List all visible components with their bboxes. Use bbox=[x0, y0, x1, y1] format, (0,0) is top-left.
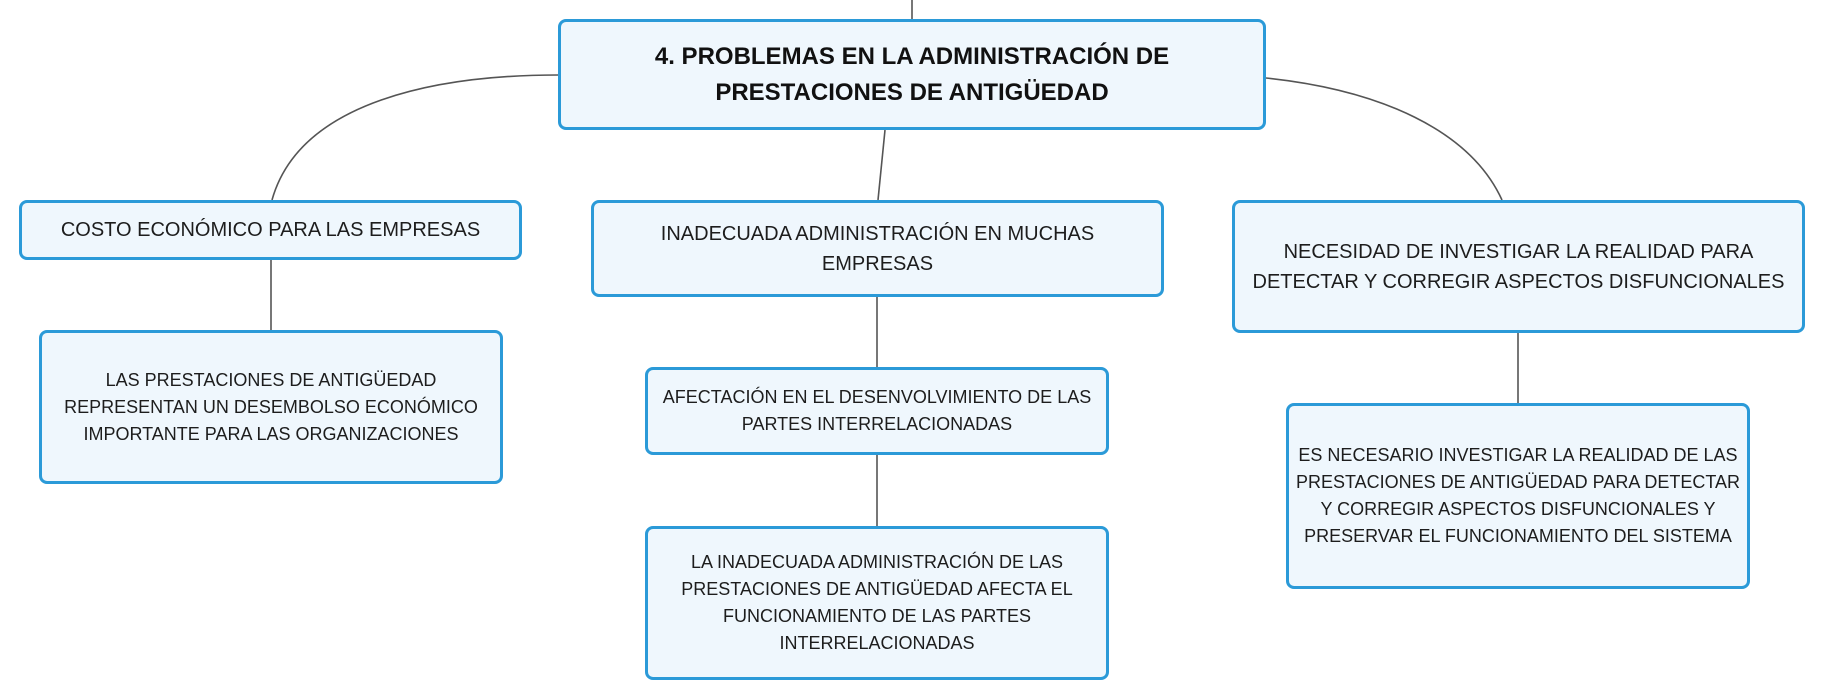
subtopic-desembolso-economico-label: LAS PRESTACIONES DE ANTIGÜEDAD REPRESENTAN UN DESEMBOLSO ECONÓMICO IMPORTANTE PARA LAS ORGANIZACIONES bbox=[64, 369, 478, 444]
subtopic-desembolso-economico[interactable] bbox=[39, 330, 503, 484]
subtopic-investigar-realidad[interactable] bbox=[1286, 403, 1750, 589]
branch-necesidad-investigar-label: NECESIDAD DE INVESTIGAR LA REALIDAD PARA DETECTAR Y CORREGIR ASPECTOS DISFUNCIONALES bbox=[1252, 240, 1785, 293]
connector-root-to-branch-3 bbox=[1266, 78, 1502, 200]
subtopic-afecta-funcionamiento-label: LA INADECUADA ADMINISTRACIÓN DE LAS PRESTACIONES DE ANTIGÜEDAD AFECTA EL FUNCIONAMIENTO DE LAS PARTES INTERRELACIONADAS bbox=[681, 552, 1073, 653]
root-topic[interactable] bbox=[558, 19, 1266, 130]
subtopic-afectacion-desenvolvimiento-label: AFECTACIÓN EN EL DESENVOLVIMIENTO DE LAS PARTES INTERRELACIONADAS bbox=[662, 387, 1092, 434]
connector-root-to-branch-1 bbox=[272, 75, 558, 200]
branch-costo-economico[interactable] bbox=[19, 200, 522, 260]
branch-necesidad-investigar[interactable] bbox=[1232, 200, 1805, 333]
subtopic-afectacion-desenvolvimiento[interactable] bbox=[645, 367, 1109, 455]
branch-costo-economico-label: COSTO ECONÓMICO PARA LAS EMPRESAS bbox=[60, 219, 481, 241]
subtopic-afecta-funcionamiento[interactable] bbox=[645, 526, 1109, 680]
branch-inadecuada-administracion[interactable] bbox=[591, 200, 1164, 297]
root-topic-label: 4. PROBLEMAS EN LA ADMINISTRACIÓN DE PRESTACIONES DE ANTIGÜEDAD bbox=[654, 42, 1170, 106]
branch-inadecuada-administracion-label: INADECUADA ADMINISTRACIÓN EN MUCHAS EMPRESAS bbox=[660, 222, 1095, 275]
subtopic-investigar-realidad-label: ES NECESARIO INVESTIGAR LA REALIDAD DE LAS PRESTACIONES DE ANTIGÜEDAD PARA DETECTAR Y CORREGIR ASPECTOS DISFUNCIONALES Y PRESERVAR EL FUNCIONAMIENTO DEL SISTEMA bbox=[1295, 445, 1741, 546]
connector-root-to-branch-2 bbox=[878, 130, 885, 200]
